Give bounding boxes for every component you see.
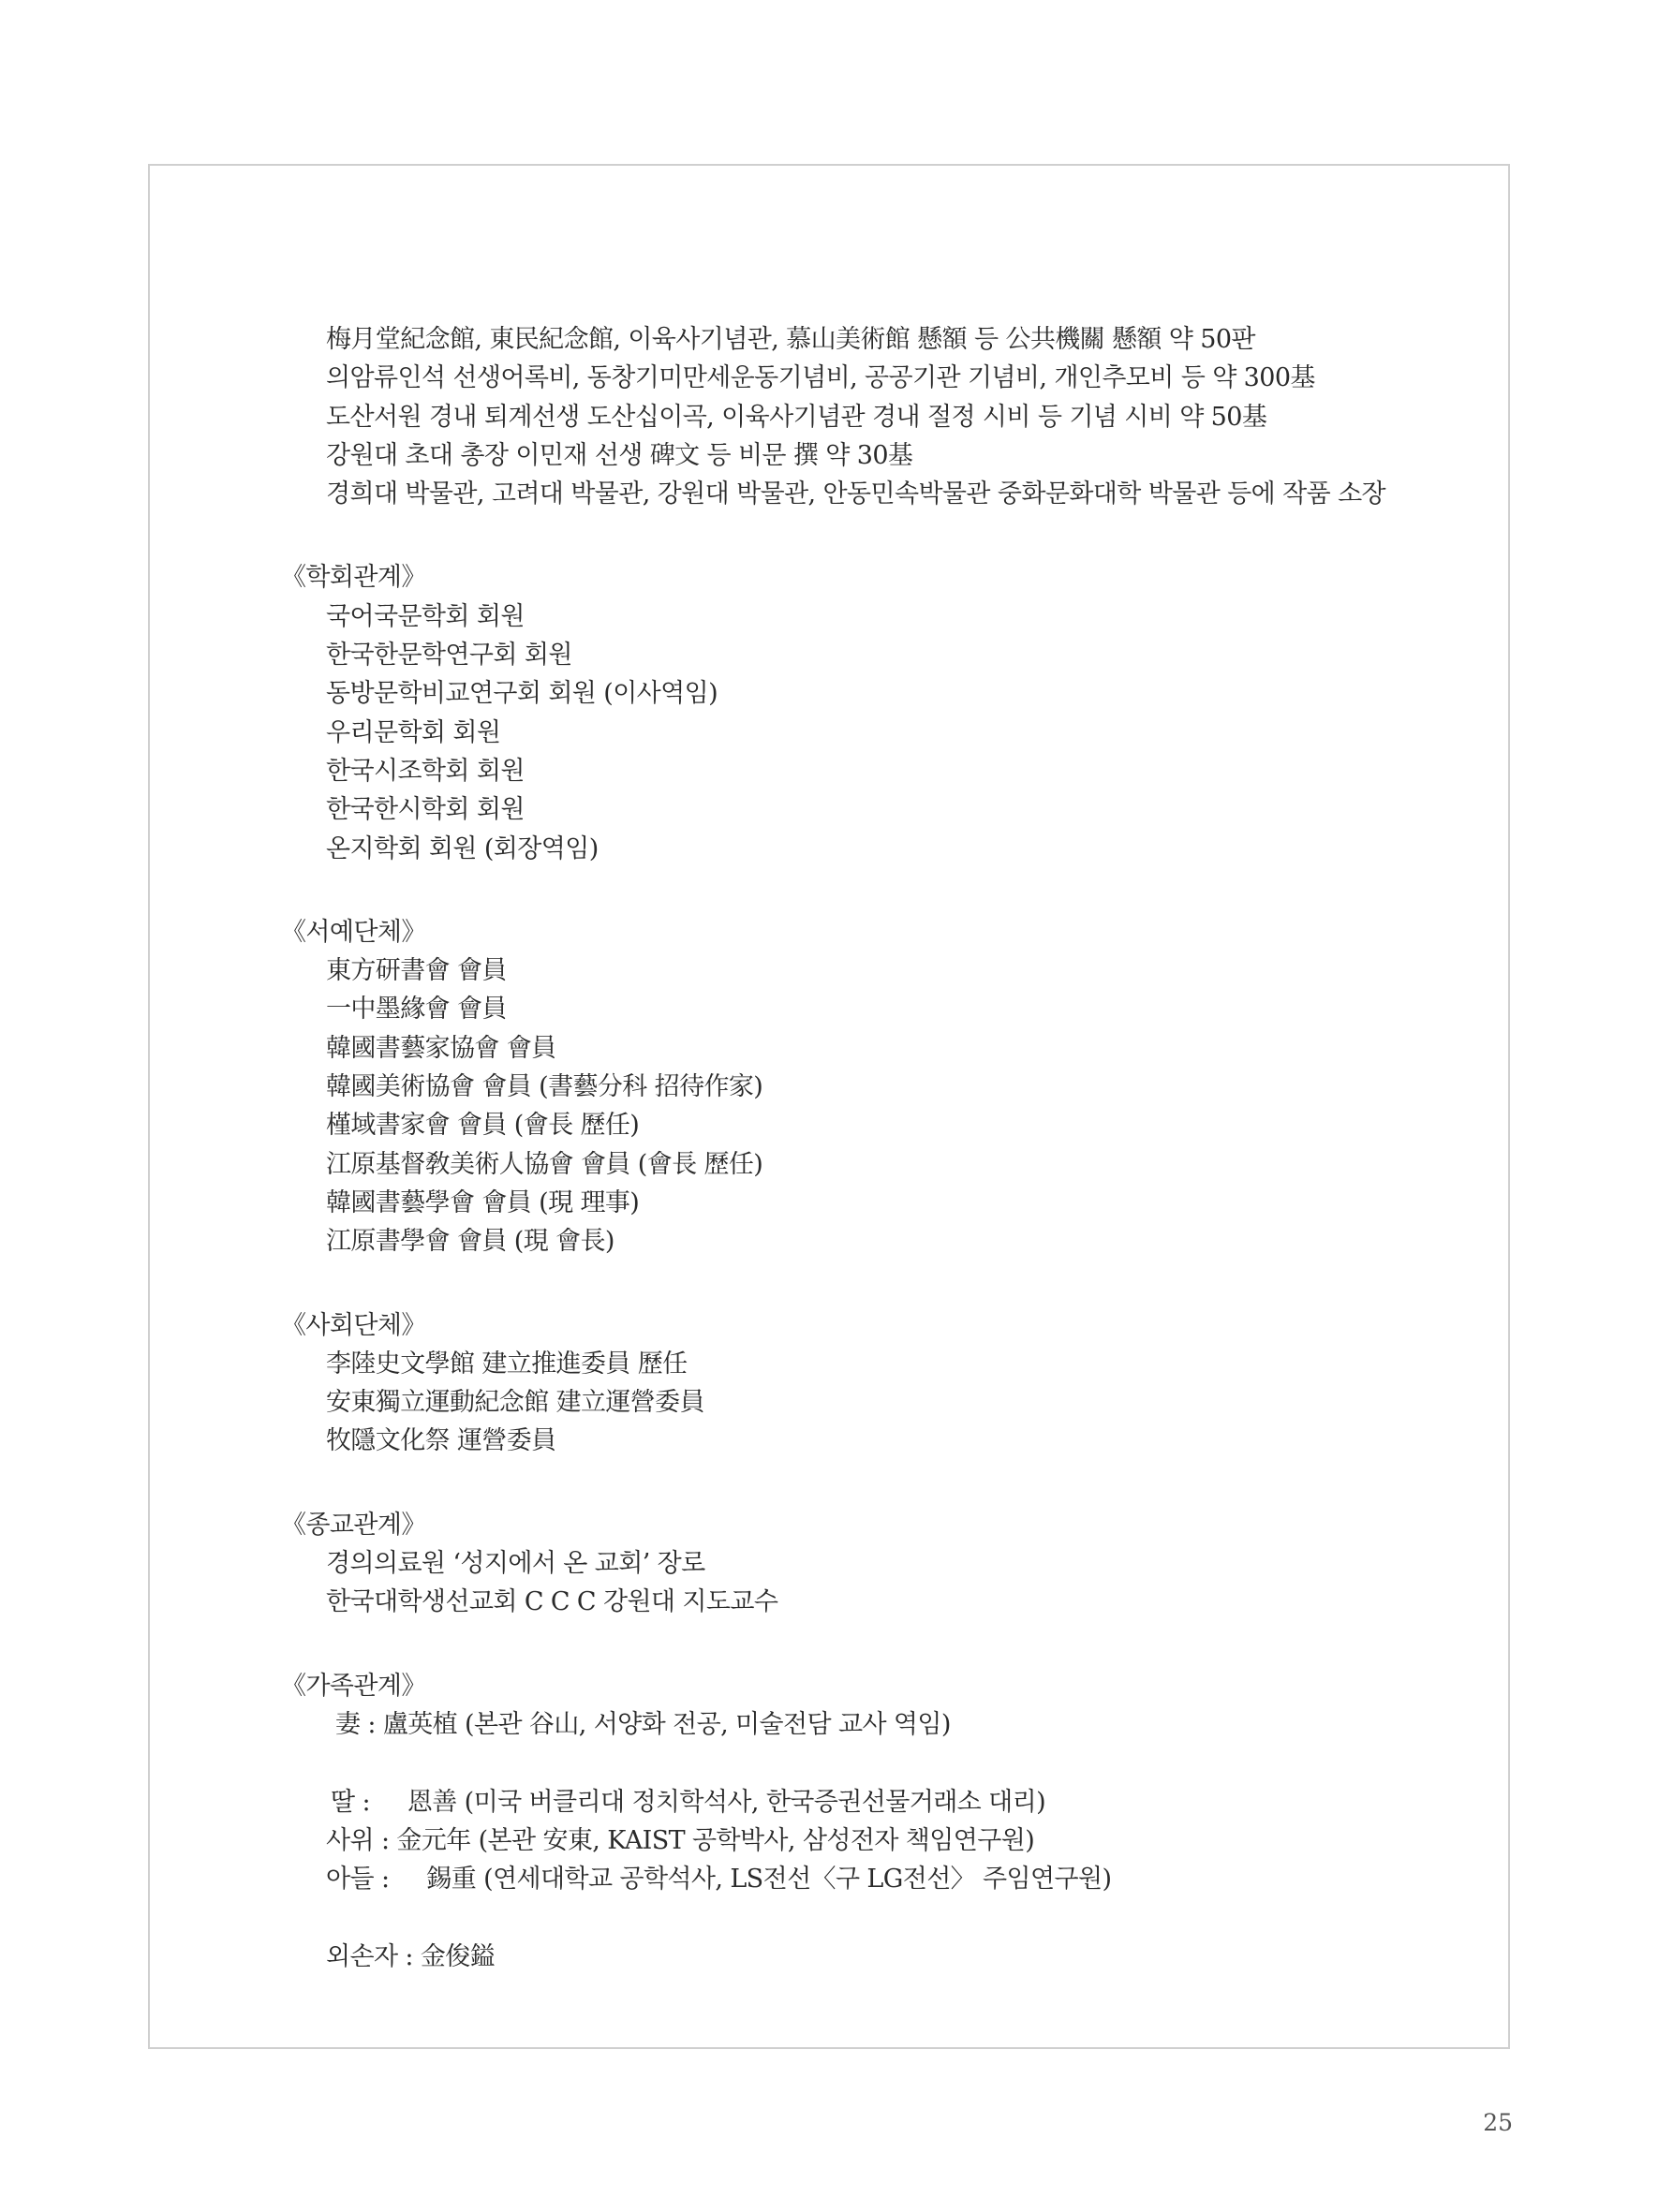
list-item: 韓國書藝家協會 會員 (326, 1033, 556, 1063)
list-item: 牧隱文化祭 運營委員 (326, 1426, 556, 1456)
list-item: 한국한시학회 회원 (326, 795, 525, 825)
intro-line: 의암류인석 선생어록비, 동창기미만세운동기념비, 공공기관 기념비, 개인추모비 등 약 300基 (326, 363, 1315, 393)
list-item: 동방문학비교연구회 회원 (이사역임) (326, 679, 718, 709)
list-item: 一中墨緣會 會員 (326, 995, 507, 1025)
section-heading: 《사회단체》 (281, 1310, 426, 1340)
list-item: 온지학회 회원 (회장역임) (326, 833, 599, 863)
document-body (281, 320, 1489, 1976)
section-heading: 《학회관계》 (281, 563, 426, 593)
intro-list (281, 320, 1489, 513)
spacer (281, 513, 1489, 558)
spacer (281, 1461, 1489, 1506)
page-number: 25 (1483, 2109, 1513, 2136)
list-item: 한국한문학연구회 회원 (326, 641, 572, 671)
spacer (281, 1744, 1489, 1782)
list-item: 韓國書藝學會 會員 (現 理事) (326, 1187, 640, 1217)
list-item: 우리문학회 회원 (326, 717, 501, 747)
list-item: 江原基督敎美術人協會 會員 (會長 歷任) (326, 1149, 763, 1179)
list-item: 東方研書會 會員 (326, 956, 507, 986)
list-item: 한국대학생선교회 C C C 강원대 지도교수 (326, 1587, 778, 1617)
section-religious (281, 1506, 1489, 1622)
section-social-groups (281, 1306, 1489, 1461)
family-son-in-law: 사위 : 金元年 (본관 安東, KAIST 공학박사, 삼성전자 책임연구원) (326, 1825, 1035, 1855)
section-heading: 《가족관계》 (281, 1671, 426, 1701)
list-item: 국어국문학회 회원 (326, 601, 525, 631)
intro-line: 도산서원 경내 퇴계선생 도산십이곡, 이육사기념관 경내 절정 시비 등 기념 시비 약 50基 (326, 402, 1267, 432)
spacer (281, 868, 1489, 913)
section-academic-societies (281, 558, 1489, 867)
section-heading: 《서예단체》 (281, 917, 426, 947)
list-item: 경의의료원 ‘성지에서 온 교회’ 장로 (326, 1549, 705, 1579)
family-grandchild: 외손자 : 金俊鎰 (326, 1941, 496, 1971)
list-item: 江原書學會 會員 (現 會長) (326, 1227, 614, 1257)
section-heading: 《종교관계》 (281, 1510, 426, 1540)
intro-line: 강원대 초대 총장 이민재 선생 碑文 등 비문 撰 약 30基 (326, 440, 913, 470)
list-item: 槿域書家會 會員 (會長 歷任) (326, 1111, 640, 1141)
family-wife: 妻 : 盧英植 (본관 谷山, 서양화 전공, 미술전담 교사 역임) (335, 1709, 951, 1739)
spacer (281, 1261, 1489, 1306)
family-daughter: 딸 : 恩善 (미국 버클리대 정치학석사, 한국증권선물거래소 대리) (331, 1787, 1046, 1817)
list-item: 韓國美術協會 會員 (書藝分科 招待作家) (326, 1072, 763, 1102)
family-son: 아들 : 錫重 (연세대학교 공학석사, LS전선〈구 LG전선〉 주임연구원) (326, 1865, 1112, 1895)
intro-line: 梅月堂紀念館, 東民紀念館, 이육사기념관, 慕山美術館 懸額 등 公共機關 懸額 약 50판 (326, 325, 1255, 354)
spacer (281, 1622, 1489, 1667)
list-item: 安東獨立運動紀念館 建立運營委員 (326, 1388, 704, 1418)
intro-line: 경희대 박물관, 고려대 박물관, 강원대 박물관, 안동민속박물관 중화문화대학 박물관 등에 작품 소장 (326, 479, 1386, 509)
section-calligraphy-groups (281, 913, 1489, 1261)
list-item: 한국시조학회 회원 (326, 756, 525, 786)
section-family (281, 1667, 1489, 1976)
list-item: 李陸史文學館 建立推進委員 歷任 (326, 1349, 688, 1379)
spacer (281, 1898, 1489, 1937)
